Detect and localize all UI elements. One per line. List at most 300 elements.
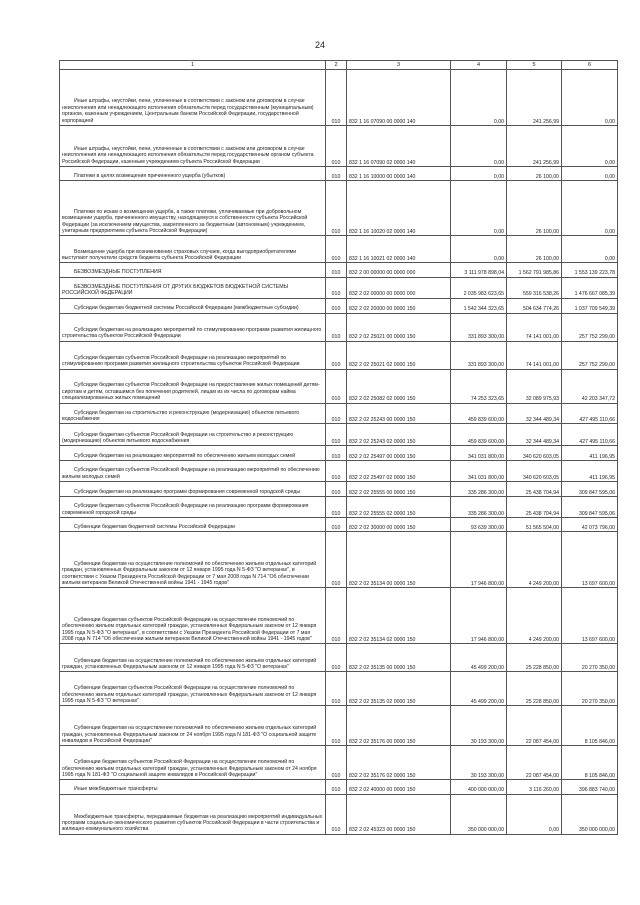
row-code: 010 [331, 773, 341, 780]
row-kbk: 832 2 02 25497 02 0000 150 [349, 474, 416, 481]
page-number: 24 [314, 40, 325, 50]
row-value-col5-cell [507, 518, 562, 532]
row-description-cell [60, 446, 326, 461]
table-row [60, 482, 618, 497]
row-value-col6-cell [562, 588, 618, 644]
row-value-col4-cell [451, 263, 507, 277]
header-cell: 6 [562, 61, 618, 70]
row-kbk-cell [347, 780, 451, 794]
row-value-col6: 411 196,95 [589, 474, 615, 481]
row-description: БЕЗВОЗМЕЗДНЫЕ ПОСТУПЛЕНИЯ [74, 269, 162, 276]
row-value-col5-cell [507, 181, 562, 236]
row-kbk-cell [347, 424, 451, 446]
row-value-col4: 30 193 300,00 [470, 773, 504, 780]
header-cell: 5 [507, 61, 562, 70]
row-code: 010 [331, 489, 341, 496]
row-value-col4: 93 639 300,00 [470, 525, 504, 532]
row-value-col6-cell [562, 482, 618, 497]
row-value-col6: 0,00 [604, 118, 615, 125]
row-value-col6-cell [562, 746, 618, 780]
row-value-col4-cell [451, 167, 507, 181]
row-value-col5-cell [507, 746, 562, 780]
row-description-cell [60, 313, 326, 341]
row-value-col4: 400 000 000,00 [467, 787, 504, 794]
row-value-col5-cell [507, 341, 562, 369]
row-value-col4: 2 035 983 623,65 [463, 291, 504, 298]
row-value-col5-cell [507, 298, 562, 313]
row-code-cell [326, 497, 347, 518]
row-code: 010 [331, 229, 341, 235]
row-value-col6: 13 697 600,00 [581, 581, 615, 588]
table-row [60, 341, 618, 369]
row-value-col5: 340 620 603,05 [522, 474, 559, 481]
row-code-cell [326, 181, 347, 236]
row-kbk: 832 2 02 25555 00 0000 150 [349, 489, 416, 496]
row-kbk-cell [347, 672, 451, 706]
row-value-col4-cell [451, 461, 507, 482]
row-kbk: 832 2 02 35176 02 0000 150 [349, 773, 416, 780]
row-value-col5-cell [507, 70, 562, 126]
row-code-cell [326, 746, 347, 780]
row-value-col6: 427 495 110,66 [579, 417, 615, 424]
row-value-col6: 0,00 [604, 229, 615, 235]
row-value-col5: 559 316 538,26 [522, 291, 559, 298]
row-value-col4: 3 111 978 898,04 [464, 270, 504, 277]
row-description: Субсидии бюджетам бюджетной системы Российской Федерации (межбюджетные субсидии) [74, 305, 299, 312]
row-description-cell [60, 532, 326, 588]
row-code: 010 [331, 699, 341, 706]
header-cell: 2 [326, 61, 347, 70]
row-value-col6-cell [562, 644, 618, 672]
row-code-cell [326, 298, 347, 313]
row-value-col6-cell [562, 497, 618, 518]
row-code-cell [326, 706, 347, 746]
row-value-col4-cell [451, 497, 507, 518]
row-description: Субсидии бюджетам субъектов Российской Федерации на реализацию мероприятий по стимулированию программ развития жилищного строительства субъектов Российской Федерации [62, 354, 300, 368]
row-kbk: 832 2 02 25555 02 0000 150 [349, 510, 416, 517]
row-code-cell [326, 277, 347, 298]
table-row [60, 424, 618, 446]
row-value-col5: 241 256,99 [533, 118, 559, 125]
row-value-col5: 32 089 975,93 [525, 396, 559, 403]
row-value-col4-cell [451, 588, 507, 644]
row-description-cell [60, 298, 326, 313]
row-kbk-cell [347, 518, 451, 532]
row-description: Субвенции бюджетам субъектов Российской Федерации на осуществление полномочий по обеспечению жильем отдельных категорий граждан, установленных Федеральным законом от 12 января 1995 года N 5-ФЗ "О ветеранах" [62, 685, 317, 705]
row-kbk-cell [347, 341, 451, 369]
table-row [60, 167, 618, 181]
table-row [60, 277, 618, 298]
row-value-col6-cell [562, 446, 618, 461]
table-row [60, 794, 618, 834]
row-code: 010 [331, 159, 341, 166]
row-value-col6: 20 270 350,00 [581, 665, 615, 672]
budget-table [59, 60, 618, 835]
table-row [60, 70, 618, 126]
row-kbk: 832 2 02 25497 00 0000 150 [349, 454, 416, 461]
row-code-cell [326, 167, 347, 181]
row-code-cell [326, 672, 347, 706]
row-code-cell [326, 461, 347, 482]
row-value-col4: 341 031 800,00 [467, 454, 504, 461]
row-code-cell [326, 341, 347, 369]
row-kbk: 832 1 16 10021 02 0000 140 [349, 256, 416, 262]
row-description-cell [60, 126, 326, 167]
row-value-col4: 350 000 000,00 [467, 827, 504, 834]
row-value-col4: 45 499 200,00 [470, 665, 504, 672]
row-description-cell [60, 461, 326, 482]
row-value-col6-cell [562, 298, 618, 313]
row-description: Субвенции бюджетам бюджетной системы Российской Федерации [74, 524, 236, 531]
table-row [60, 532, 618, 588]
row-value-col5: 74 141 001,00 [525, 362, 559, 369]
row-value-col6-cell [562, 263, 618, 277]
row-description: Субсидии бюджетам на строительство и реконструкцию (модернизацию) объектов питьевого водоснабжения [62, 409, 300, 423]
row-value-col4: 341 031 800,00 [467, 474, 504, 481]
row-value-col6: 1 553 139 223,78 [574, 270, 615, 277]
row-value-col6-cell [562, 70, 618, 126]
row-kbk-cell [347, 794, 451, 834]
row-value-col4-cell [451, 532, 507, 588]
row-code: 010 [331, 291, 341, 298]
row-value-col4: 0,00 [493, 174, 504, 180]
row-description: Субсидии бюджетам на реализацию мероприятий по обеспечению жильем молодых семей [74, 453, 296, 460]
row-value-col6-cell [562, 126, 618, 167]
row-value-col5-cell [507, 482, 562, 497]
row-code: 010 [331, 362, 341, 369]
row-kbk-cell [347, 588, 451, 644]
row-description-cell [60, 403, 326, 424]
table-header-row [60, 61, 618, 70]
row-code-cell [326, 482, 347, 497]
row-value-col4: 335 286 300,00 [467, 489, 504, 496]
row-value-col4: 459 839 600,00 [467, 417, 504, 424]
row-description: Иные штрафы, неустойки, пени, уплаченные в соответствии с законом или договором в случае неисполнения или ненадлежащего исполнения обязательств перед государственным органом субъекта Российской Федерации, казенным учреждением субъекта Российской Федерации [62, 145, 314, 165]
row-value-col6-cell [562, 403, 618, 424]
row-value-col6-cell [562, 706, 618, 746]
row-code-cell [326, 263, 347, 277]
row-value-col4: 0,00 [493, 118, 504, 125]
row-code-cell [326, 70, 347, 126]
table-row [60, 518, 618, 532]
row-code-cell [326, 403, 347, 424]
row-code: 010 [331, 525, 341, 532]
table-row [60, 369, 618, 403]
row-value-col6: 309 847 595,06 [578, 489, 615, 496]
table-row [60, 263, 618, 277]
row-code: 010 [331, 581, 341, 588]
row-value-col5: 51 565 504,00 [525, 525, 559, 532]
row-value-col4-cell [451, 424, 507, 446]
row-value-col4-cell [451, 794, 507, 834]
row-description: Возмещение ущерба при возникновении страховых случаев, когда выгодоприобретателями выступают получатели средств бюджета субъекта Российской Федерации [62, 248, 297, 261]
row-code: 010 [331, 334, 341, 341]
row-description: Субсидии бюджетам субъектов Российской Федерации на реализацию программ формирования современной городской среды [62, 503, 309, 516]
table-row [60, 588, 618, 644]
row-value-col5-cell [507, 588, 562, 644]
row-code-cell [326, 794, 347, 834]
row-value-col4-cell [451, 644, 507, 672]
table-row [60, 461, 618, 482]
row-code: 010 [331, 417, 341, 424]
row-value-col5: 32 344 489,34 [525, 439, 559, 446]
table-row [60, 446, 618, 461]
row-description: Платежи по искам о возмещении ущерба, а также платежи, уплачиваемые при добровольном возмещении ущерба, причиненного имуществу, находящемуся в собственности субъекта Российской Федерации (за исключением имущества, закрепленного за бюджетным (автономным) учреждением, унитарным предприятием субъекта Российской Федерации) [62, 208, 308, 234]
row-value-col5: 1 562 791 985,86 [518, 270, 559, 277]
row-description-cell [60, 794, 326, 834]
row-value-col4: 0,00 [493, 229, 504, 235]
table-row [60, 298, 618, 313]
row-value-col4-cell [451, 341, 507, 369]
row-value-col5: 4 249 200,00 [528, 637, 559, 644]
row-description-cell [60, 369, 326, 403]
row-kbk: 832 2 02 35135 00 0000 150 [349, 665, 416, 672]
row-value-col6: 8 105 846,00 [584, 773, 615, 780]
row-kbk: 832 2 02 35176 00 0000 150 [349, 739, 416, 746]
header-cell: 4 [451, 61, 507, 70]
row-value-col4-cell [451, 298, 507, 313]
row-value-col6: 1 476 667 085,39 [574, 291, 615, 298]
row-kbk: 832 2 02 40000 00 0000 150 [349, 787, 416, 794]
row-value-col4: 0,00 [493, 256, 504, 262]
row-code: 010 [331, 439, 341, 446]
row-value-col4: 1 542 344 323,65 [463, 306, 504, 313]
row-value-col5-cell [507, 780, 562, 794]
row-description: БЕЗВОЗМЕЗДНЫЕ ПОСТУПЛЕНИЯ ОТ ДРУГИХ БЮДЖЕТОВ БЮДЖЕТНОЙ СИСТЕМЫ РОССИЙСКОЙ ФЕДЕРАЦИИ [62, 283, 289, 297]
row-value-col6-cell [562, 518, 618, 532]
row-value-col6: 20 270 350,00 [581, 699, 615, 706]
row-kbk: 832 2 02 35135 02 0000 150 [349, 699, 416, 706]
row-description: Субвенции бюджетам на осуществление полномочий по обеспечению жильем отдельных категорий граждан, установленных Федеральным законом от 12 января 1995 года N 5-ФЗ "О ветеранах" [62, 657, 317, 671]
table-row [60, 313, 618, 341]
row-kbk-cell [347, 706, 451, 746]
row-value-col6-cell [562, 167, 618, 181]
row-value-col5: 241 256,99 [533, 159, 559, 166]
row-value-col6: 0,00 [604, 174, 615, 180]
header-cell: 3 [347, 61, 451, 70]
row-code-cell [326, 532, 347, 588]
row-code: 010 [331, 827, 341, 834]
row-value-col6: 411 196,95 [589, 454, 615, 461]
row-code: 010 [331, 454, 341, 461]
row-kbk: 832 1 16 10020 02 0000 140 [349, 229, 416, 235]
row-kbk: 832 2 02 25021 00 0000 150 [349, 334, 416, 341]
row-value-col6: 1 037 709 549,39 [574, 306, 615, 313]
row-kbk: 832 2 02 25082 02 0000 150 [349, 396, 416, 403]
row-value-col4-cell [451, 518, 507, 532]
row-value-col4: 45 499 200,00 [470, 699, 504, 706]
row-description-cell [60, 70, 326, 126]
row-description: Субвенции бюджетам на осуществление полномочий по обеспечению жильем отдельных категорий граждан, установленных Федеральным законом от 24 ноября 1995 года N 181-ФЗ "О социальной защите инвалидов в Российской Федерации" [62, 725, 317, 745]
row-value-col6-cell [562, 780, 618, 794]
row-value-col5-cell [507, 126, 562, 167]
row-code-cell [326, 424, 347, 446]
row-kbk-cell [347, 167, 451, 181]
row-value-col4-cell [451, 446, 507, 461]
row-value-col5: 74 141 001,00 [525, 334, 559, 341]
row-value-col6: 309 847 595,06 [578, 510, 615, 517]
row-value-col6-cell [562, 277, 618, 298]
row-value-col4: 335 286 300,00 [467, 510, 504, 517]
row-kbk: 832 2 02 25243 00 0000 150 [349, 417, 416, 424]
row-value-col5-cell [507, 461, 562, 482]
row-description-cell [60, 746, 326, 780]
row-description: Субсидии бюджетам субъектов Российской Федерации на предоставление жилых помещений детям-сиротам и детям, оставшимся без попечения родителей, лицам из их числа по договорам найма специализированных жилых помещений [62, 382, 320, 402]
row-value-col5: 4 249 200,00 [528, 581, 559, 588]
row-value-col6: 0,00 [604, 159, 615, 166]
row-code: 010 [331, 270, 341, 277]
row-kbk: 832 2 00 00000 00 0000 000 [349, 270, 416, 277]
row-description-cell [60, 588, 326, 644]
row-value-col5: 3 116 260,00 [529, 787, 559, 794]
row-value-col6-cell [562, 236, 618, 263]
row-value-col6-cell [562, 369, 618, 403]
row-value-col4-cell [451, 780, 507, 794]
row-description: Иные межбюджетные трансферты [74, 786, 158, 793]
row-value-col6-cell [562, 794, 618, 834]
row-description: Субсидии бюджетам субъектов Российской Федерации на реализацию мероприятий по обеспечению жильем молодых семей [62, 467, 320, 480]
row-description: Иные штрафы, неустойки, пени, уплаченные в соответствии с законом или договором в случае неисполнения или ненадлежащего исполнения обязательств перед государственным (муниципальным) органом, казенным учреждением, Центральным банком Российской Федерации, государственной корпорацией [62, 98, 314, 124]
row-value-col4-cell [451, 706, 507, 746]
table-row [60, 644, 618, 672]
row-code: 010 [331, 787, 341, 794]
row-value-col6: 257 752 299,00 [578, 334, 615, 341]
row-description: Межбюджетные трансферты, передаваемые бюджетам на реализацию мероприятий индивидуальных программ социально-экономического развития субъектов Российской Федерации в части строительства и жилищно-коммунального хозяйства [62, 813, 323, 833]
row-value-col4-cell [451, 181, 507, 236]
row-kbk-cell [347, 746, 451, 780]
row-kbk: 832 2 02 35134 02 0000 150 [349, 637, 416, 644]
row-value-col6: 13 697 600,00 [581, 637, 615, 644]
row-code-cell [326, 126, 347, 167]
row-description-cell [60, 263, 326, 277]
row-kbk-cell [347, 181, 451, 236]
row-kbk-cell [347, 403, 451, 424]
row-code-cell [326, 446, 347, 461]
row-value-col4: 17 946 800,00 [470, 637, 504, 644]
row-value-col6-cell [562, 313, 618, 341]
row-value-col4: 30 193 300,00 [470, 739, 504, 746]
row-kbk: 832 2 02 20000 00 0000 150 [349, 306, 416, 313]
row-value-col5-cell [507, 236, 562, 263]
row-kbk: 832 1 16 07090 02 0000 140 [349, 159, 416, 166]
row-value-col5-cell [507, 794, 562, 834]
table-row [60, 706, 618, 746]
row-value-col5-cell [507, 277, 562, 298]
row-kbk-cell [347, 497, 451, 518]
row-code-cell [326, 313, 347, 341]
row-value-col5-cell [507, 403, 562, 424]
table-row [60, 780, 618, 794]
row-kbk-cell [347, 369, 451, 403]
row-code-cell [326, 588, 347, 644]
row-code: 010 [331, 665, 341, 672]
row-value-col6: 350 000 000,00 [578, 827, 615, 834]
row-value-col4-cell [451, 672, 507, 706]
row-value-col4: 331 893 300,00 [467, 334, 504, 341]
row-description-cell [60, 236, 326, 263]
row-code: 010 [331, 739, 341, 746]
row-value-col5-cell [507, 263, 562, 277]
row-kbk: 832 2 02 00000 00 0000 000 [349, 291, 416, 298]
row-value-col5-cell [507, 532, 562, 588]
row-value-col5: 0,00 [548, 827, 559, 834]
row-value-col6: 396 883 740,00 [578, 787, 615, 794]
row-value-col5-cell [507, 424, 562, 446]
row-value-col4-cell [451, 126, 507, 167]
row-kbk: 832 2 02 30000 00 0000 150 [349, 525, 416, 532]
row-value-col5: 25 228 850,00 [525, 699, 559, 706]
row-value-col5: 22 087 454,00 [525, 739, 559, 746]
row-description: Субвенции бюджетам на осуществление полномочий по обеспечению жильем отдельных категорий граждан, установленных Федеральным законом от 12 января 1995 года N 5-ФЗ "О ветеранах", в соответствии с Указом Президента Российской Федерации от 7 мая 2008 года N 714 "Об обеспечении жильем ветеранов Великой Отечественной войны 1941 - 1945 годов" [62, 560, 317, 587]
row-code-cell [326, 236, 347, 263]
row-kbk-cell [347, 461, 451, 482]
row-kbk-cell [347, 70, 451, 126]
row-description-cell [60, 672, 326, 706]
row-value-col4-cell [451, 369, 507, 403]
row-kbk: 832 1 16 10000 00 0000 140 [349, 174, 416, 180]
row-value-col6: 42 073 796,00 [581, 525, 615, 532]
table-row [60, 672, 618, 706]
row-value-col6-cell [562, 341, 618, 369]
row-value-col4-cell [451, 482, 507, 497]
row-kbk-cell [347, 313, 451, 341]
table-row [60, 126, 618, 167]
row-description: Субвенции бюджетам субъектов Российской Федерации на осуществление полномочий по обеспечению жильем отдельных категорий граждан, установленных Федеральным законом от 12 января 1995 года N 5-ФЗ "О ветеранах", в соответствии с Указом Президента Российской Федерации от 7 мая 2008 года N 714 "Об обеспечении жильем ветеранов Великой Отечественной войны 1941 - 1945 годов" [62, 616, 317, 643]
row-kbk-cell [347, 277, 451, 298]
row-value-col6-cell [562, 532, 618, 588]
row-description-cell [60, 518, 326, 532]
row-value-col6-cell [562, 181, 618, 236]
row-code: 010 [331, 256, 341, 262]
row-description: Субсидии бюджетам на реализацию мероприятий по стимулированию программ развития жилищного строительства субъектов Российской Федерации [62, 326, 322, 340]
row-kbk: 832 2 02 35134 00 0000 150 [349, 581, 416, 588]
row-value-col4-cell [451, 313, 507, 341]
row-value-col4: 17 946 800,00 [470, 581, 504, 588]
row-kbk-cell [347, 644, 451, 672]
row-value-col6-cell [562, 461, 618, 482]
row-value-col4-cell [451, 236, 507, 263]
row-code: 010 [331, 396, 341, 403]
row-value-col4-cell [451, 403, 507, 424]
row-kbk: 832 2 02 25021 02 0000 150 [349, 362, 416, 369]
row-kbk: 832 2 02 45323 00 0000 150 [349, 827, 416, 834]
row-kbk-cell [347, 263, 451, 277]
row-value-col5-cell [507, 313, 562, 341]
row-description-cell [60, 341, 326, 369]
row-value-col5: 340 620 603,05 [522, 454, 559, 461]
row-description-cell [60, 706, 326, 746]
row-value-col5: 22 087 454,00 [525, 773, 559, 780]
header-cell: 1 [60, 61, 326, 70]
row-kbk-cell [347, 126, 451, 167]
row-value-col4-cell [451, 70, 507, 126]
row-code-cell [326, 644, 347, 672]
row-value-col4: 74 253 323,65 [470, 396, 504, 403]
row-value-col5: 26 100,00 [535, 174, 559, 180]
row-kbk-cell [347, 236, 451, 263]
row-description-cell [60, 424, 326, 446]
row-value-col5-cell [507, 497, 562, 518]
row-description: Субсидии бюджетам на реализацию программ формирования современной городской среды [74, 488, 301, 495]
row-kbk: 832 2 02 25243 02 0000 150 [349, 439, 416, 446]
row-code: 010 [331, 306, 341, 313]
table-row [60, 403, 618, 424]
row-value-col5-cell [507, 369, 562, 403]
row-description-cell [60, 780, 326, 794]
table-row [60, 746, 618, 780]
row-value-col6-cell [562, 672, 618, 706]
row-value-col5-cell [507, 672, 562, 706]
